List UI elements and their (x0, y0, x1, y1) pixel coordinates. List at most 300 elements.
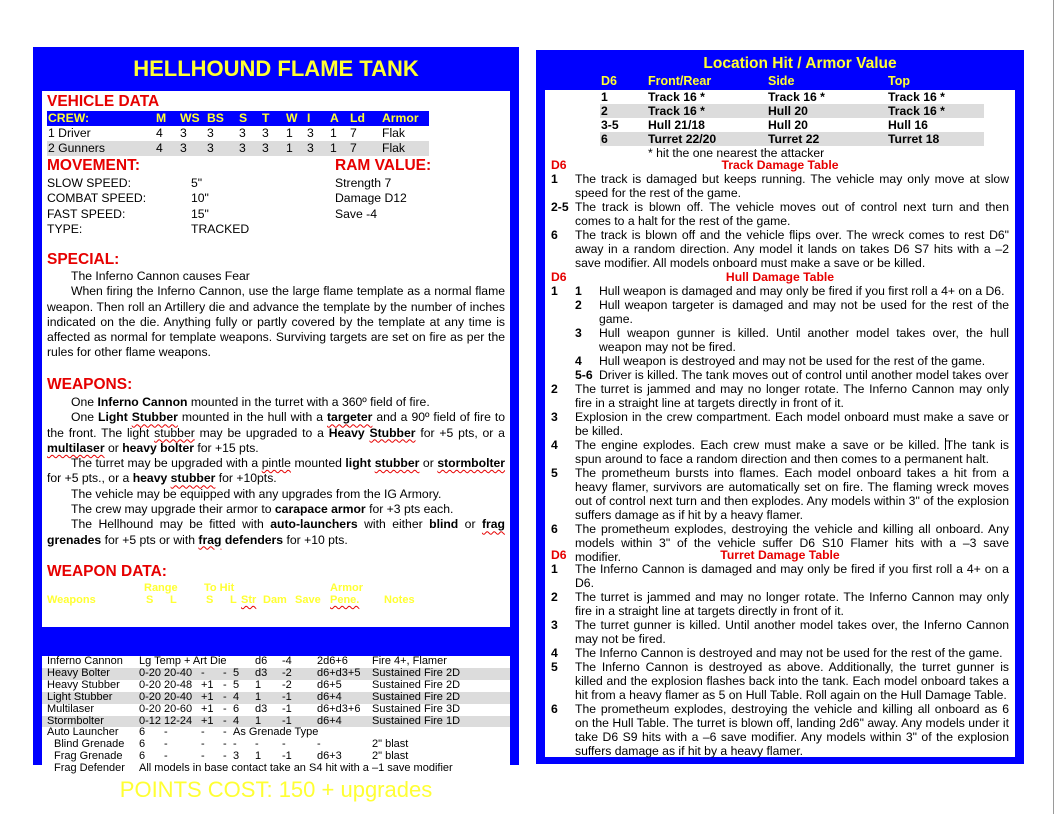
crew-cell: 4 (156, 126, 163, 140)
col-w: W (285, 111, 306, 126)
effect: The track is blown off and the vehicle flips over. The wreck comes to rest D6" away in a random direction. Any model it lands on takes D6 S7 hits with a –2 save modifier. All models onboard must make a save or be killed. (575, 228, 1009, 270)
damage-row (551, 200, 1009, 228)
crew-cell: 1 Driver (48, 126, 91, 140)
weapon-hit-s: +1 (201, 716, 223, 728)
location-row (600, 132, 984, 146)
movement-label: SLOW SPEED: (47, 176, 131, 190)
crew-cell: 1 (329, 141, 349, 156)
weapon-hit-s: - (201, 750, 205, 763)
roll: 6 (551, 522, 558, 536)
weapon-range-s: 0-20 (139, 678, 162, 691)
effect: The track is blown off. The vehicle moves out of control next turn and then comes to a halt for the rest of the game. (575, 200, 1009, 228)
weapon-name: Multilaser (47, 702, 95, 715)
weapon-name: stubber (374, 456, 420, 471)
text: The turret may be upgraded with a (71, 456, 262, 471)
weapon-hit-s: - (201, 738, 205, 751)
col-side: Side (768, 74, 795, 88)
ram-value-heading: RAM VALUE: (335, 157, 432, 174)
weapon-pen: d6+d3+6 (317, 702, 361, 715)
loc-cell: 3-5 (601, 118, 619, 132)
weapon-name: Heavy (328, 425, 370, 440)
weapon-name: Stubber (131, 410, 178, 425)
location-row (600, 104, 984, 118)
weapon-hit-l: - (223, 702, 227, 715)
crew-cell: 7 (349, 141, 381, 156)
sub-row (575, 354, 1009, 368)
weapon-range-l: - (164, 750, 168, 763)
roll: 5-6 (575, 368, 593, 382)
weapon-name: Light Stubber (42, 692, 139, 704)
text: or (104, 440, 123, 455)
crew-cell: Flak (382, 126, 406, 140)
weapon-name: Inferno Cannon (47, 655, 123, 667)
crew-row (47, 141, 429, 156)
crew-cell: 3 (206, 141, 238, 156)
text: for +3 pts each. (365, 502, 454, 517)
ram-value-item: Strength 7 (335, 176, 392, 190)
weapon-str: 4 (233, 692, 255, 704)
text: One (71, 395, 98, 409)
weapon-data-heading: WEAPON DATA: (47, 563, 167, 580)
weapon-name: grenades (47, 532, 102, 547)
weapon-name: frag (481, 517, 505, 532)
vehicle-card (33, 47, 519, 802)
crew-cell: 3 (179, 141, 206, 156)
weapons-paragraph (47, 395, 505, 410)
weapon-save: -2 (282, 668, 317, 680)
crew-cell: 3 (239, 126, 246, 140)
effect: The prometheum bursts into flames. Each model onboard takes a hit from a heavy flamer, survivors are automatically set on fire. The flaming wreck moves out of control next turn and then explodes. Any models within 3" of the explosion suffers damage as if hit by a heavy flamer. (575, 466, 1009, 522)
page-edge-line (1053, 0, 1054, 814)
weapon-data-header (42, 627, 510, 656)
weapon-name: auto-launchers (270, 517, 358, 532)
loc-cell: Track 16 * (768, 90, 825, 104)
loc-cell: 2 (600, 104, 647, 118)
loc-cell: Track 16 * (648, 90, 705, 104)
weapon-hit-l: - (223, 668, 233, 680)
weapon-range-l: 20-40 (164, 692, 201, 704)
location-row (600, 90, 984, 104)
text: or (419, 456, 438, 471)
header-str: Str (241, 594, 257, 606)
damage-row (551, 410, 1009, 438)
location-footnote: * hit the one nearest the attacker (648, 146, 825, 160)
loc-cell: 6 (600, 132, 647, 146)
roll: 5 (551, 660, 558, 674)
crew-cell: 1 (285, 141, 306, 156)
effect: The turret gunner is killed. Until another model takes over, the Inferno Cannon may not be fired. (575, 618, 1009, 646)
header-dam: Dam (263, 594, 287, 606)
weapon-name: heavy bolter (122, 440, 194, 455)
hull-sub-table (575, 284, 1009, 382)
location-table (600, 90, 984, 146)
text: for +10 pts. (283, 532, 348, 547)
weapons-paragraph (47, 456, 505, 487)
roll: 1 (551, 284, 558, 298)
weapon-str: 3 (233, 750, 240, 763)
weapons-paragraph (47, 410, 505, 456)
header-armor: Armor (330, 582, 364, 594)
weapons-paragraph (47, 502, 505, 517)
header-save: Save (295, 594, 321, 606)
text: and a 90º field of fire to the front. The light (47, 410, 505, 440)
weapon-hit-s: +1 (201, 692, 223, 704)
loc-cell: Track 16 * (887, 104, 984, 118)
weapon-range-s: 6 (139, 750, 146, 763)
weapon-save: - (282, 738, 286, 751)
damage-row (551, 438, 1009, 466)
ram-value-item: Save -4 (335, 206, 378, 221)
movement-label: TYPE: (47, 221, 83, 236)
crew-cell: 2 Gunners (47, 141, 155, 156)
col-m: M (155, 111, 179, 126)
header-hit-s: S (206, 594, 214, 606)
movement-value: TRACKED (191, 221, 250, 236)
damage-row (551, 172, 1009, 200)
weapon-range-s: 0-20 (139, 668, 164, 680)
weapon-name: Frag Defender (54, 762, 125, 775)
damage-row (551, 618, 1009, 646)
crew-row (47, 126, 429, 141)
track-damage-table (551, 158, 1009, 270)
roll: 6 (551, 702, 558, 716)
sub-row (575, 368, 1009, 382)
text: stubber (154, 425, 195, 440)
crew-table (47, 111, 429, 156)
weapon-notes: Fire 4+, Flamer (372, 655, 447, 667)
header-range-s: S (146, 594, 154, 606)
header-hit-l: L (230, 594, 237, 606)
header-weapons: Weapons (47, 594, 96, 606)
weapon-description: All models in base contact take an S4 hit with a –1 save modifier (139, 762, 453, 775)
points-cost: POINTS COST: 150 + upgrades (119, 777, 433, 802)
location-table-title: Location Hit / Armor Value (703, 55, 897, 72)
col-front-rear: Front/Rear (648, 74, 712, 88)
weapon-save: -4 (282, 655, 292, 667)
roll: 5 (551, 466, 558, 480)
effect: Hull weapon is destroyed and may not be used for the rest of the game. (599, 354, 986, 368)
hull-damage-title: Hull Damage Table (725, 270, 835, 284)
roll: 6 (551, 228, 558, 242)
weapon-name: carapace armor (274, 502, 366, 517)
crew-cell: 3 (180, 126, 187, 140)
loc-cell: 1 (601, 90, 608, 104)
crew-cell: 7 (350, 126, 357, 140)
text: or (458, 517, 482, 532)
weapon-name: light (345, 456, 375, 471)
roll: 2-5 (551, 200, 569, 214)
weapon-name: Heavy Bolter (42, 668, 139, 680)
weapons-text (47, 395, 505, 548)
effect: Hull weapon is damaged and may only be fired if you first roll a 4+ on a D6. (599, 284, 1005, 298)
col-ld: Ld (349, 111, 381, 126)
damage-row (551, 660, 1009, 702)
loc-cell: Turret 18 (887, 132, 984, 146)
crew-cell: 3 (207, 126, 214, 140)
weapon-name: Frag Grenade (54, 750, 123, 763)
weapon-name: stormbolter (437, 456, 506, 471)
roll: 2 (575, 298, 582, 312)
weapon-hit-l: - (223, 726, 227, 739)
weapon-notes: Sustained Fire 3D (372, 702, 461, 715)
weapon-row (42, 692, 510, 704)
roll: 3 (551, 618, 558, 632)
weapon-hit-s: - (201, 726, 205, 739)
weapon-row (42, 680, 510, 692)
weapons-paragraph: The vehicle may be equipped with any upgrades from the IG Armory. (71, 486, 442, 501)
weapon-range: Lg Temp + Art Die (139, 655, 227, 667)
movement-heading: MOVEMENT: (47, 157, 140, 174)
text: The engine explodes. Each crew must make a save or be killed. (575, 438, 945, 452)
weapon-name: Inferno Cannon (97, 395, 188, 409)
loc-cell: Track 16 * (888, 90, 945, 104)
header-range: Range (144, 582, 178, 594)
movement-label: FAST SPEED: (47, 206, 126, 221)
movement-label: COMBAT SPEED: (47, 191, 147, 206)
d6-label: D6 (551, 548, 567, 562)
header-to-hit: To Hit (204, 582, 235, 594)
col-t: T (261, 111, 285, 126)
damage-row (551, 466, 1009, 522)
text: may be upgraded to a (194, 425, 329, 440)
weapon-dam: 1 (255, 716, 282, 728)
ram-value-list (335, 176, 407, 222)
col-bs: BS (206, 111, 238, 126)
weapon-range-s: 0-20 (139, 702, 162, 715)
weapon-hit-l: - (223, 738, 227, 751)
text: for +5 pts, or a (415, 425, 505, 440)
movement-value: 5" (191, 176, 203, 190)
hull-damage-table (551, 270, 1009, 564)
col-d6: D6 (601, 74, 617, 88)
loc-cell: Track 16 * (647, 104, 767, 118)
weapon-range-s: 6 (139, 726, 146, 739)
vehicle-data-heading: VEHICLE DATA (47, 93, 160, 110)
weapon-dam: 1 (255, 750, 262, 763)
weapon-name: Heavy Stubber (47, 678, 120, 691)
weapon-pen: d6+4 (317, 692, 372, 704)
crew-cell: 4 (155, 141, 179, 156)
weapon-range-l: 20-60 (164, 702, 193, 715)
weapon-name: heavy (132, 471, 171, 486)
weapon-hit-l: - (223, 678, 227, 691)
weapon-save: -2 (282, 678, 292, 691)
weapon-notes: Sustained Fire 2D (372, 692, 510, 704)
weapon-notes: Sustained Fire 1D (372, 716, 510, 728)
special-paragraph: When firing the Inferno Cannon, use the large flame template as a normal flame weapon. Then roll an Artillery die and advance the template by the number of inches indicated on the die. Anything fully or partly covered by the template at any time is affected as normal for template weapons. Surviving targets are set on fire as per the rules for other flame weapons. (47, 284, 505, 360)
weapon-dam: 1 (255, 692, 282, 704)
damage-row (551, 590, 1009, 618)
d6-label: D6 (551, 158, 567, 172)
weapon-name: multilaser (47, 440, 105, 455)
effect: The Inferno Cannon is destroyed and may not be used for the rest of the game. (575, 646, 1003, 660)
weapon-name: Auto Launcher (47, 726, 119, 739)
text: mounted in the hull with a (177, 410, 327, 425)
crew-cell: 3 (238, 141, 261, 156)
weapons-paragraph (47, 517, 505, 548)
weapon-pen: d6+d3+5 (317, 668, 372, 680)
weapon-save: -1 (282, 702, 292, 715)
weapon-name: Stubber (369, 425, 416, 440)
weapon-hit-s: +1 (201, 678, 214, 691)
text: mounted (290, 456, 346, 471)
roll: 1 (551, 172, 558, 186)
col-a: A (329, 111, 349, 126)
weapon-name: defenders (221, 532, 284, 547)
loc-cell: Turret 22/20 (647, 132, 767, 146)
weapon-notes: 2" blast (372, 738, 409, 751)
movement-list (47, 176, 249, 237)
roll: 3 (551, 410, 558, 424)
weapon-range-s: 0-12 (139, 716, 164, 728)
crew-cell: 3 (307, 126, 314, 140)
effect: The Inferno Cannon is destroyed as above. Additionally, the turret gunner is killed and the explosion flashes back into the tank. Each model onboard takes a hit from a heavy flamer as 5 on Hull Table. Roll again on the Hull Damage Table. (575, 660, 1009, 702)
effect: The prometheum explodes, destroying the vehicle and killing all onboard as 6 on the Hull Table. The turret is blown off, landing 2d6" away. Any models under it take D6 S9 hits with a –6 save modifier. Any models within 3" of the explosion suffers damage as if hit by a heavy flamer. (575, 702, 1009, 758)
effect: The track is damaged but keeps running. The vehicle may only move at slow speed for the rest of the game. (575, 172, 1009, 200)
roll: 2 (551, 382, 558, 396)
crew-cell: 3 (306, 141, 329, 156)
damage-row (551, 702, 1009, 758)
weapon-notes: Sustained Fire 2D (372, 678, 461, 691)
weapon-dam: - (255, 738, 259, 751)
text: The tank is spun around to face a random direction and then comes to a permanent halt. (575, 438, 1009, 466)
text: The Hellhound may be fitted with (71, 517, 271, 532)
damage-row (551, 562, 1009, 590)
roll: 2 (551, 590, 558, 604)
weapon-name: stubber (170, 471, 216, 486)
loc-cell: Hull 20 (767, 104, 887, 118)
weapon-dam: d3 (255, 702, 268, 715)
header-pene: Pene. (330, 594, 360, 606)
weapon-str: - (233, 738, 237, 751)
weapon-notes: 2" blast (372, 750, 409, 763)
movement-value: 15" (191, 206, 209, 221)
weapon-pen: 2d6+6 (317, 655, 348, 667)
weapon-pen: d6+4 (317, 716, 372, 728)
col-armor: Armor (381, 111, 429, 126)
effect: The turret is jammed and may no longer rotate. The Inferno Cannon may only fire in a straight line at targets directly in front of it. (575, 382, 1009, 410)
weapon-pen: d6+5 (317, 678, 342, 691)
text: The crew may upgrade their armor to (71, 502, 275, 517)
loc-cell: Hull 21/18 (648, 118, 705, 132)
damage-row (551, 646, 1009, 660)
text: mounted in the turret with a 360º field of fire. (187, 395, 430, 409)
text: for +15 pts. (194, 440, 259, 455)
effect: Explosion in the crew compartment. Each model onboard must make a save or be killed. (575, 410, 1009, 438)
turret-damage-table (551, 548, 1009, 758)
col-crew: CREW: (47, 111, 155, 126)
d6-label: D6 (551, 270, 567, 284)
weapon-pen: d6+3 (317, 750, 342, 763)
movement-value: 10" (191, 191, 209, 206)
track-damage-title: Track Damage Table (721, 158, 839, 172)
effect: Driver is killed. The tank moves out of control until another model takes over (599, 368, 1009, 382)
weapon-name: blind (429, 517, 459, 532)
loc-cell: Hull 20 (768, 118, 808, 132)
col-i: I (306, 111, 329, 126)
roll: 4 (551, 646, 558, 660)
special-text (47, 269, 505, 361)
weapon-notes: Sustained Fire 2D (372, 668, 510, 680)
weapon-range-s: 0-20 (139, 692, 164, 704)
damage-row (551, 284, 1009, 382)
damage-row (551, 382, 1009, 410)
crew-cell: 3 (262, 126, 269, 140)
weapon-str: 5 (233, 678, 240, 691)
weapon-str: 6 (233, 702, 240, 715)
effect: Hull weapon targeter is damaged and may not be used for the rest of the game. (599, 298, 1009, 326)
crew-cell: Flak (381, 141, 429, 156)
weapon-hit-l: - (223, 692, 233, 704)
crew-cell: 1 (286, 126, 293, 140)
col-ws: WS (179, 111, 206, 126)
weapon-dam: d6 (255, 655, 268, 667)
weapon-save: -1 (282, 692, 317, 704)
sub-row (575, 284, 1009, 298)
weapon-save: -1 (282, 750, 292, 763)
weapon-range-l: - (164, 726, 168, 739)
location-row (600, 118, 984, 132)
effect: The turret is jammed and may no longer rotate. The Inferno Cannon may only fire in a straight line at targets directly in front of it. (575, 590, 1009, 618)
text: with either (357, 517, 430, 532)
loc-cell: Hull 16 (888, 118, 928, 132)
weapon-data-table (42, 656, 510, 775)
weapon-row (42, 763, 510, 775)
roll: 3 (575, 326, 582, 340)
card-title: HELLHOUND FLAME TANK (133, 56, 419, 81)
weapon-hit-l: - (223, 750, 227, 763)
weapon-str: As Grenade Type (233, 726, 319, 739)
roll: 1 (551, 562, 558, 576)
sub-row (575, 298, 1009, 326)
roll: 4 (551, 438, 558, 452)
crew-cell: 1 (330, 126, 337, 140)
weapon-row (42, 704, 510, 716)
weapon-range-l: 12-24 (164, 716, 201, 728)
effect: The Inferno Cannon is damaged and may only be fired if you first roll a 4+ on a D6. (575, 562, 1009, 590)
weapon-name: frag (198, 532, 222, 547)
damage-card (536, 50, 1024, 764)
weapon-dam: d3 (255, 668, 282, 680)
weapon-range-l: 20-48 (164, 678, 193, 691)
ram-value-item: Damage D12 (335, 191, 407, 206)
weapon-name: Blind Grenade (54, 738, 125, 751)
weapons-heading: WEAPONS: (47, 376, 133, 393)
weapon-name: targeter (327, 410, 373, 425)
roll: 1 (575, 284, 582, 298)
header-notes: Notes (384, 594, 415, 606)
weapon-dam: 1 (255, 678, 262, 691)
sub-row (575, 326, 1009, 354)
effect (575, 438, 1009, 466)
weapon-pen: - (317, 738, 321, 751)
header-range-l: L (170, 594, 177, 606)
weapon-hit-l: - (223, 716, 233, 728)
weapon-hit-s: - (201, 668, 223, 680)
weapon-range-l: 20-40 (164, 668, 201, 680)
weapon-str: 4 (233, 716, 255, 728)
text: pintle (261, 456, 291, 471)
weapon-name: Stormbolter (42, 716, 139, 728)
col-s: S (238, 111, 261, 126)
special-heading: SPECIAL: (47, 251, 120, 268)
text: for +5 pts or with (101, 532, 199, 547)
turret-damage-title: Turret Damage Table (720, 548, 840, 562)
weapon-str: 5 (233, 668, 255, 680)
text: One (71, 410, 99, 425)
loc-cell: Turret 22 (767, 132, 887, 146)
col-top: Top (888, 74, 910, 88)
